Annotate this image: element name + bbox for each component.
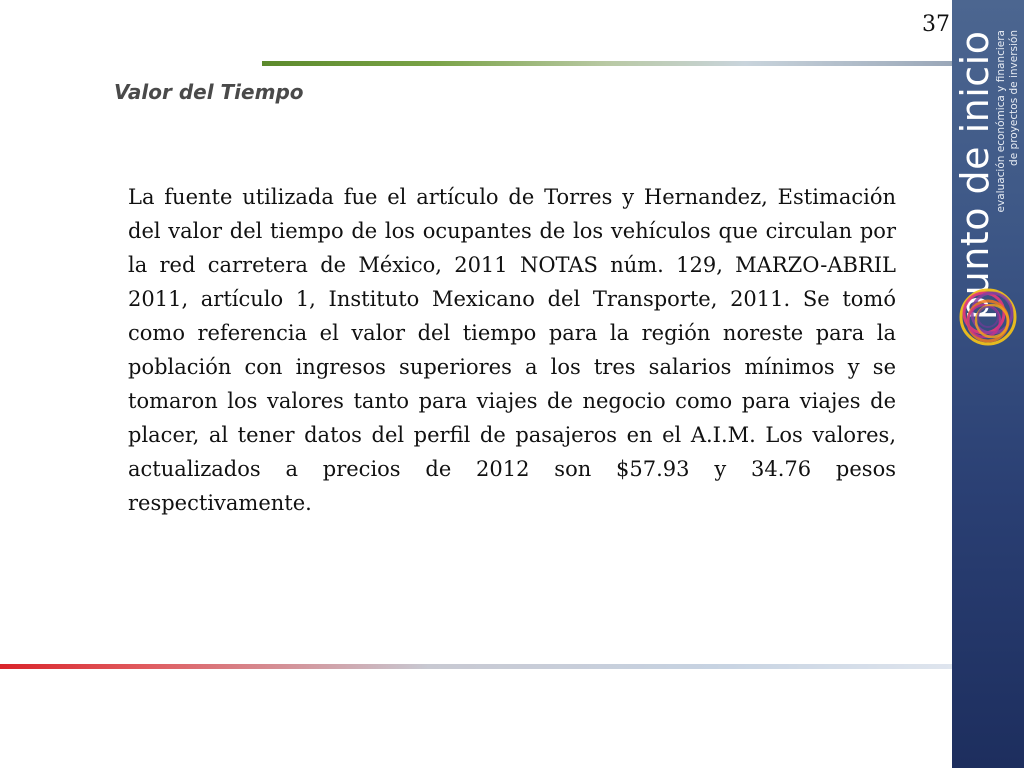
page-number: 37 <box>922 12 950 37</box>
bottom-divider <box>0 664 952 669</box>
brand-tagline-line-2: de proyectos de inversión <box>1008 30 1020 166</box>
brand-tagline-line-1: evaluación económica y financiera <box>995 30 1007 213</box>
body-paragraph: La fuente utilizada fue el artículo de Torres y Hernandez, Estimación del valor del tiempo de los ocupantes de los vehículos que circulan por la red carretera de México, 2011 NOTAS núm. 129, MARZO-ABRIL 2011, artículo 1, Instituto Mexicano del Transporte, 2011. Se tomó como referencia el valor del tiempo para la región noreste para la población con ingresos superiores a los tres salarios mínimos y se tomaron los valores tanto para viajes de negocio como para viajes de placer, al tener datos del perfil de pasajeros en el A.I.M. Los valores, actualizados a precios de 2012 son $57.93 y 34.76 pesos respectivamente. <box>128 185 896 515</box>
top-divider <box>262 61 952 66</box>
circular-rings-logo-icon <box>953 282 1023 352</box>
slide-title: Valor del Tiempo <box>114 80 304 104</box>
brand-name: punto de inicio <box>953 30 997 320</box>
